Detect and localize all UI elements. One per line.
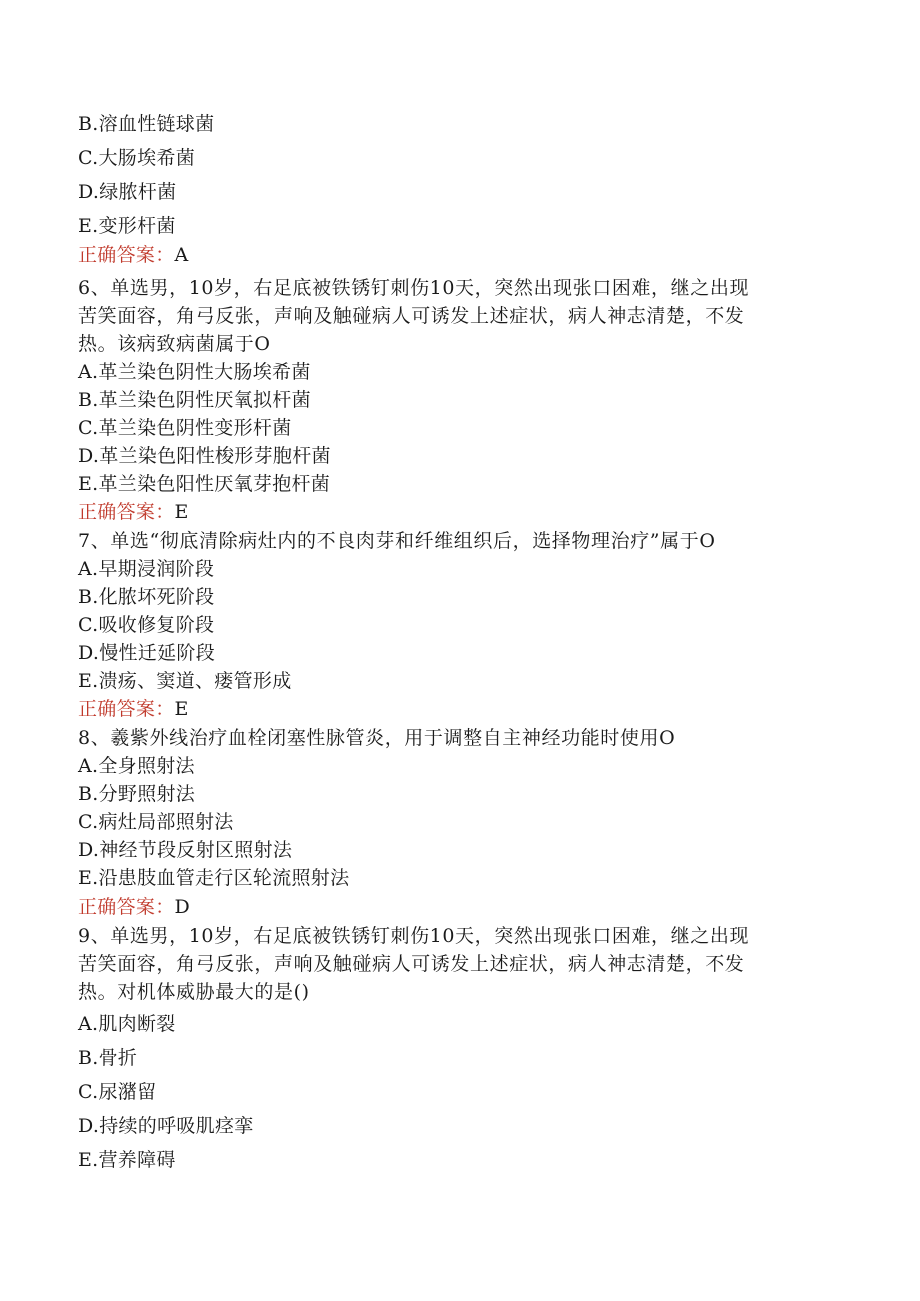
q9-text-line-1: 9、单选男，10岁，右足底被铁锈钉刺伤10天，突然出现张口困难，继之出现 <box>78 925 750 947</box>
answer-label: 正确答案： <box>78 698 175 720</box>
q9-text-line-3: 热。对机体威胁最大的是() <box>78 981 310 1003</box>
q6-answer <box>78 498 838 526</box>
q5-option-d: D.绿脓杆菌 <box>78 181 177 203</box>
q7-option-d: D.慢性迁延阶段 <box>78 642 215 664</box>
q8-text-line-1: 8、羲紫外线治疗血栓闭塞性脉管炎，用于调整自主神经功能时使用O <box>78 727 676 749</box>
q7-option-c: C.吸收修复阶段 <box>78 614 215 636</box>
q8-answer <box>78 893 838 921</box>
q7-option-a: A.早期浸润阶段 <box>78 558 215 580</box>
q7-answer <box>78 695 838 723</box>
q9-option-c: C.尿潴留 <box>78 1081 157 1103</box>
q6-text-line-3: 热。该病致病菌属于O <box>78 333 271 355</box>
q5-answer <box>78 241 838 269</box>
q6-option-c: C.革兰染色阴性变形杆菌 <box>78 417 292 439</box>
answer-value: E <box>174 501 189 523</box>
q5-option-e: E.变形杆菌 <box>78 215 176 237</box>
q9-option-e: E.营养障碍 <box>78 1149 176 1171</box>
q8-option-b: B.分野照射法 <box>78 783 196 805</box>
q8-option-d: D.神经节段反射区照射法 <box>78 839 293 861</box>
answer-label: 正确答案： <box>78 896 175 918</box>
q7-option-e: E.溃疡、窦道、瘘管形成 <box>78 670 292 692</box>
q5-option-b: B.溶血性链球菌 <box>78 113 215 135</box>
q6-option-e: E.革兰染色阳性厌氧芽抱杆菌 <box>78 473 331 495</box>
q5-option-c: C.大肠埃希菌 <box>78 147 196 169</box>
q9-option-b: B.骨折 <box>78 1047 138 1069</box>
answer-value: D <box>174 896 191 918</box>
q9-option-d: D.持续的呼吸肌痉挛 <box>78 1115 254 1137</box>
q6-option-b: B.革兰染色阴性厌氧拟杆菌 <box>78 389 311 411</box>
q7-option-b: B.化脓坏死阶段 <box>78 586 215 608</box>
answer-label: 正确答案： <box>78 244 175 266</box>
q6-text-line-2: 苦笑面容，角弓反张，声响及触碰病人可诱发上述症状，病人神志清楚，不发 <box>78 305 745 327</box>
q6-option-a: A.革兰染色阴性大肠埃希菌 <box>78 361 311 383</box>
answer-value: A <box>174 244 189 266</box>
q9-option-a: A.肌肉断裂 <box>78 1013 176 1035</box>
q8-option-a: A.全身照射法 <box>78 755 195 777</box>
q9-text-line-2: 苦笑面容，角弓反张，声响及触碰病人可诱发上述症状，病人神志清楚，不发 <box>78 953 745 975</box>
answer-label: 正确答案： <box>78 501 175 523</box>
q8-option-c: C.病灶局部照射法 <box>78 811 234 833</box>
q6-text-line-1: 6、单选男，10岁，右足底被铁锈钉刺伤10天，突然出现张口困难，继之出现 <box>78 277 750 299</box>
q6-option-d: D.革兰染色阳性梭形芽胞杆菌 <box>78 445 331 467</box>
answer-value: E <box>174 698 189 720</box>
q8-option-e: E.沿患肢血管走行区轮流照射法 <box>78 867 350 889</box>
q7-text-line-1: 7、单选“彻底清除病灶内的不良肉芽和纤维组织后，选择物理治疗”属于O <box>78 530 716 552</box>
